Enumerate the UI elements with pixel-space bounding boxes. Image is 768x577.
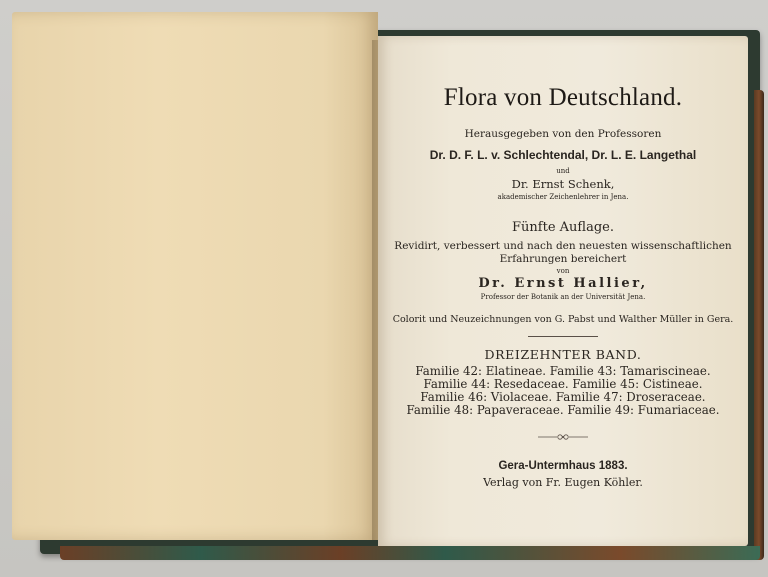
editor-name: Dr. Ernst Hallier,	[478, 276, 648, 291]
publisher-line: Verlag von Fr. Eugen Köhler.	[483, 476, 643, 489]
left-blank-page	[12, 12, 378, 540]
edition-line: Fünfte Auflage.	[512, 220, 614, 235]
authors-line: Dr. D. F. L. v. Schlechtendal, Dr. L. E. Langethal	[429, 148, 697, 162]
ornament-icon	[538, 432, 588, 442]
divider-rule	[528, 336, 598, 337]
edited-by-line: Herausgegeben von den Professoren	[464, 128, 662, 140]
volume-line: DREIZEHNTER BAND.	[484, 347, 642, 362]
revised-line-2: Erfahrungen bereichert	[499, 253, 627, 265]
family-line-4: Familie 48: Papaveraceae. Familie 49: Fumariaceae.	[406, 403, 720, 417]
colorit-line: Colorit und Neuzeichnungen von G. Pabst und Walther Müller in Gera.	[392, 314, 734, 325]
von-line: von	[556, 267, 570, 275]
title-page	[378, 36, 748, 546]
place-year: Gera-Untermhaus 1883.	[498, 460, 628, 472]
und-line: und	[556, 167, 570, 175]
editor-role: Professor der Botanik an der Universität Jena.	[480, 293, 646, 301]
family-line-1: Familie 42: Elatineae. Familie 43: Tamariscineae.	[415, 364, 711, 378]
third-author-role: akademischer Zeichenlehrer in Jena.	[497, 193, 629, 201]
third-author: Dr. Ernst Schenk,	[511, 177, 615, 191]
revised-line-1: Revidirt, verbessert und nach den neuesten wissenschaftlichen	[394, 240, 732, 252]
family-line-3: Familie 46: Violaceae. Familie 47: Droseraceae.	[420, 390, 706, 404]
book-title: Flora von Deutschland.	[443, 84, 683, 111]
cover-bottom-edge	[60, 546, 760, 560]
cover-spine-edge	[754, 90, 764, 560]
family-line-2: Familie 44: Resedaceae. Familie 45: Cistineae.	[423, 377, 703, 391]
